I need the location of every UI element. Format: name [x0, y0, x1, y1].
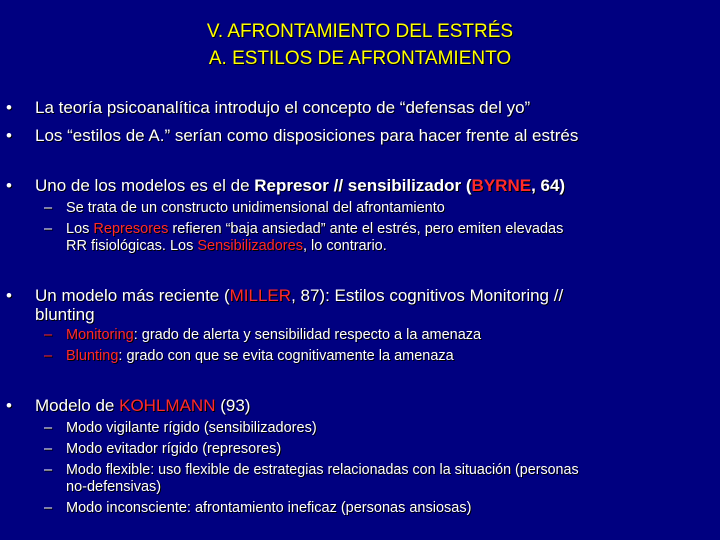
- bullet-2-text: Los “estilos de A.” serían como disposiciones para hacer frente al estrés: [35, 126, 579, 145]
- b3-sub2-line2-post: , lo contrario.: [302, 238, 387, 254]
- title-line-2: A. ESTILOS DE AFRONTAMIENTO: [208, 48, 512, 69]
- dash-marker: –: [44, 327, 53, 343]
- b5-sub1-text: Modo vigilante rígido (sensibilizadores): [66, 420, 317, 436]
- b4-author: MILLER: [229, 286, 292, 305]
- dash-marker: –: [44, 441, 53, 457]
- b3-open: (: [461, 176, 472, 195]
- b5-sub3-line1: Modo flexible: uso flexible de estrategias relacionadas con la situación (personas: [66, 462, 579, 478]
- b4-post: , 87): Estilos cognitivos Monitoring //: [291, 286, 564, 305]
- bullet-3-text: [35, 175, 565, 196]
- bullet-marker: •: [6, 286, 12, 305]
- bullet-1-text: La teoría psicoanalítica introdujo el concepto de “defensas del yo”: [35, 98, 531, 117]
- bullet-marker: •: [6, 98, 12, 117]
- b3-author: BYRNE: [471, 176, 532, 195]
- b3-sub2-pre: Los: [66, 221, 94, 237]
- b3-sub2-line1: [66, 220, 563, 238]
- b4-pre: Un modelo más reciente (: [35, 286, 230, 305]
- b4-blunting: Blunting: [66, 348, 119, 364]
- b3-sub2-line2: [66, 237, 387, 255]
- b5-post: (93): [215, 396, 251, 415]
- b3-close: , 64): [531, 176, 566, 195]
- b4-sub2-post: : grado con que se evita cognitivamente la amenaza: [118, 348, 454, 364]
- b5-sub3-line2: no-defensivas): [66, 479, 162, 495]
- b4-sub1-post: : grado de alerta y sensibilidad respecto a la amenaza: [133, 327, 482, 343]
- b3-model-name: Represor // sensibilizador: [254, 176, 462, 195]
- bullet-marker: •: [6, 396, 12, 415]
- dash-marker: –: [44, 462, 53, 478]
- b3-sub2-post: refieren “baja ansiedad” ante el estrés, pero emiten elevadas: [168, 221, 564, 237]
- b3-sub1-text: Se trata de un constructo unidimensional del afrontamiento: [66, 200, 445, 216]
- b3-sub2-line2-pre: RR fisiológicas. Los: [66, 238, 198, 254]
- b5-author: KOHLMANN: [119, 396, 216, 415]
- bullet-4-text: [35, 285, 563, 306]
- dash-marker: –: [44, 420, 53, 436]
- title-line-1: V. AFRONTAMIENTO DEL ESTRÉS: [206, 21, 514, 42]
- dash-marker: –: [44, 348, 53, 364]
- b3-pre: Uno de los modelos es el de: [35, 176, 255, 195]
- b5-sub4-text: Modo inconsciente: afrontamiento ineficaz (personas ansiosas): [66, 500, 472, 516]
- bullet-5-text: [35, 395, 250, 416]
- b3-represores: Represores: [93, 221, 169, 237]
- dash-marker: –: [44, 200, 53, 216]
- b4-sub1-text: [66, 326, 481, 344]
- dash-marker: –: [44, 500, 53, 516]
- b5-sub2-text: Modo evitador rígido (represores): [66, 441, 282, 457]
- dash-marker: –: [44, 221, 53, 237]
- b4-line2: blunting: [35, 305, 95, 324]
- b5-pre: Modelo de: [35, 396, 120, 415]
- b3-sensibilizadores: Sensibilizadores: [197, 238, 303, 254]
- b4-sub2-text: [66, 347, 454, 365]
- b4-monitoring: Monitoring: [66, 327, 134, 343]
- bullet-marker: •: [6, 126, 12, 145]
- bullet-marker: •: [6, 176, 12, 195]
